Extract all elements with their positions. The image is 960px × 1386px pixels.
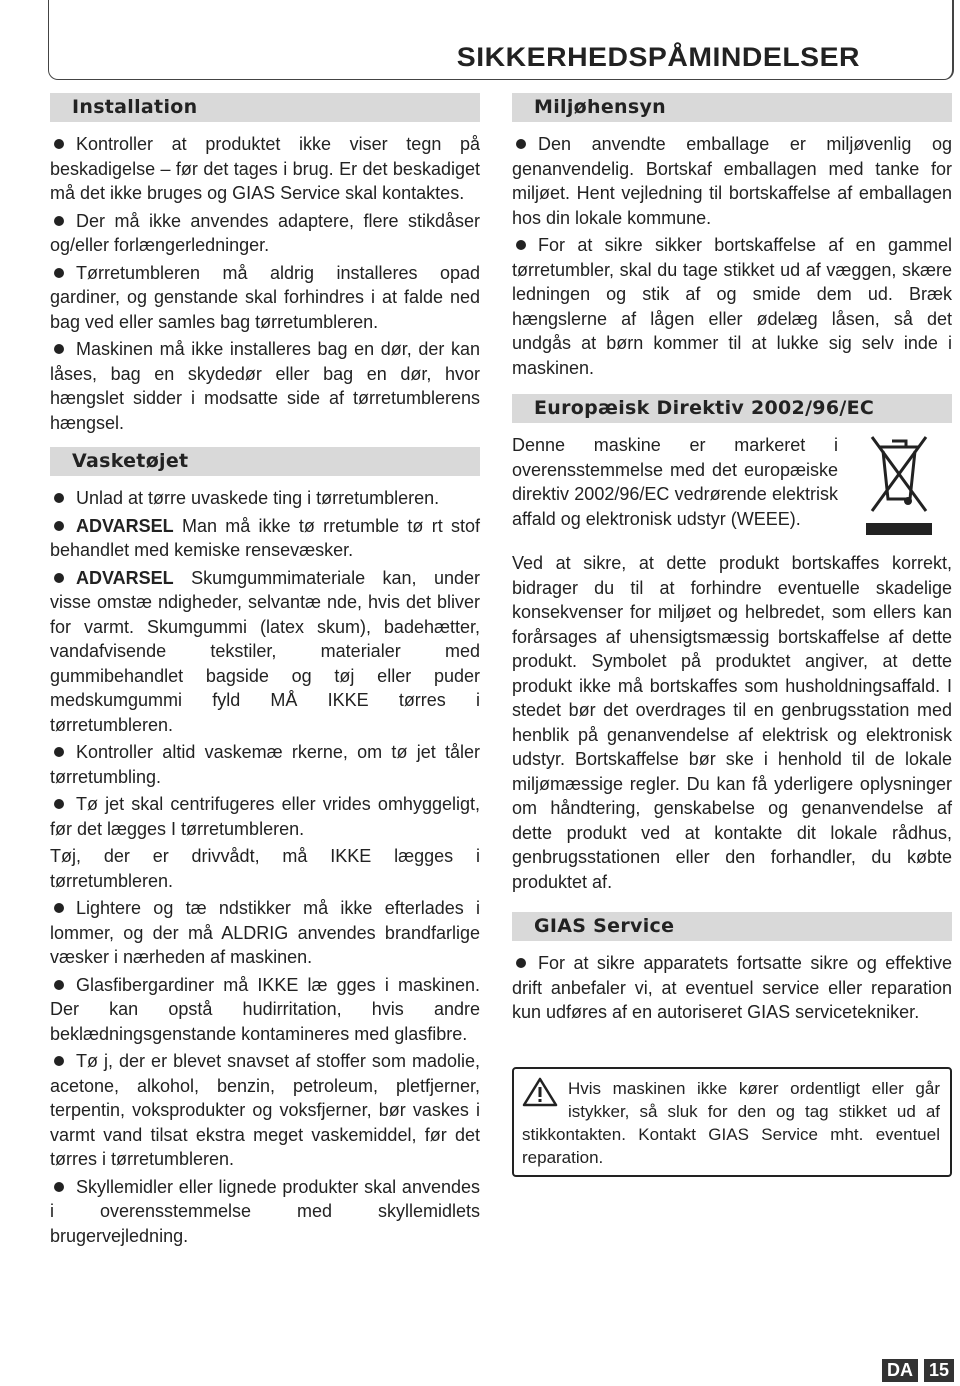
laundry-heading: Vasketøjet xyxy=(50,447,480,476)
bullet-icon xyxy=(54,903,64,913)
page-number: 15 xyxy=(924,1359,954,1382)
warning-triangle-icon xyxy=(522,1077,558,1107)
laundry-item: Unlad at tørre uvaskede ting i tørretumbleren. xyxy=(50,486,480,511)
environment-item: Den anvendte emballage er miljøvenlig og genanvendelig. Bortskaf emballagen med tanke for miljøet. Hent vejledning til bortskaffelse af emballagen hos din lokale kommune. xyxy=(512,134,952,228)
environment-heading: Miljøhensyn xyxy=(512,93,952,122)
installation-item: Kontroller at produktet ikke viser tegn på beskadigelse – før det tages i brug. Er det beskadiget må det ikke bruges og GIAS Service skal kontaktes. xyxy=(50,134,480,203)
bullet-icon xyxy=(54,980,64,990)
laundry-item: Skyllemidler eller lignede produkter skal anvendes i overensstemmelse med skyllemidlets brugervejledning. xyxy=(50,1176,480,1246)
warning-label: ADVARSEL xyxy=(76,515,174,536)
crossed-bin-icon xyxy=(864,431,934,535)
laundry-item: ADVARSEL Skumgummimateriale kan, under visse omstæ ndigheder, selvantæ nde, hvis det bliver for varmt. Skumgummi (latex skum), badehætter, vandafvisende tekstiler, materialer med gummibehandlet bagside og tøj eller puder medskumgummi fyld MÅ IKKE tørres i tørretumbleren. xyxy=(50,567,480,735)
installation-item: Maskinen må ikke installeres bag en dør, der kan låses, bag en skydedør eller bag en dør, hvor hængslet sidder i modsatte side af tørretumblerens hængsel. xyxy=(50,339,480,433)
laundry-item: Lightere og tæ ndstikker må ikke efterlades i lommer, og der må ALDRIG anvendes brandfarlige væsker i nærheden af maskinen. xyxy=(50,898,480,967)
bullet-icon xyxy=(54,799,64,809)
right-column xyxy=(512,93,952,1177)
laundry-item: Kontroller altid vaskemæ rkerne, om tø jet tåler tørretumbling. xyxy=(50,742,480,787)
warning-box xyxy=(512,1067,952,1177)
weee-block xyxy=(512,433,952,531)
language-badge: DA xyxy=(882,1359,918,1382)
installation-item: Der må ikke anvendes adaptere, flere stikdåser og/eller forlængerledninger. xyxy=(50,210,480,255)
eu-directive-text: Denne maskine er markeret i overensstemmelse med det europæiske direktiv 2002/96/EC vedrørende elektrisk affald og elektronisk udstyr (WEEE). xyxy=(512,435,838,529)
bullet-icon xyxy=(54,268,64,278)
installation-heading: Installation xyxy=(50,93,480,122)
bullet-icon xyxy=(516,139,526,149)
bullet-icon xyxy=(54,139,64,149)
environment-item: For at sikre sikker bortskaffelse af en gammel tørretumbler, skal du tage stikket ud af væggen, skære ledningen og stik af og smide dem ud. Bræk hængslerne af lågen eller ødelæg låsen, så det undgås at børn kommer til at lukke sig selv inde i maskinen. xyxy=(512,235,952,378)
left-column xyxy=(50,93,480,1251)
laundry-item: ADVARSEL Man må ikke tø rretumble tø rt stof behandlet med kemiske rensevæsker. xyxy=(50,515,480,560)
bullet-icon xyxy=(54,521,64,531)
bullet-icon xyxy=(54,344,64,354)
bullet-icon xyxy=(516,240,526,250)
bullet-icon xyxy=(54,747,64,757)
bullet-icon xyxy=(54,573,64,583)
laundry-item: Glasfibergardiner må IKKE læ gges i maskinen. Der kan opstå hudirritation, hvis andre beklædningsgenstande kontamineres med glasfibre. xyxy=(50,974,480,1044)
bullet-icon xyxy=(54,216,64,226)
page-footer xyxy=(882,1359,954,1382)
warning-label: ADVARSEL xyxy=(76,567,174,588)
laundry-note: Tøj, der er drivvådt, må IKKE lægges i tørretumbleren. xyxy=(50,846,480,891)
installation-item: Tørretumbleren må aldrig installeres opad gardiner, og genstande skal forhindres i at falde ned bag ved eller samles bag tørretumbleren. xyxy=(50,262,480,332)
service-item: For at sikre apparatets fortsatte sikre og effektive drift anbefaler vi, at eventuel service eller reparation kun udføres af en autoriseret GIAS servicetekniker. xyxy=(512,953,952,1022)
laundry-item: Tø jet skal centrifugeres eller vrides omhyggeligt, før det lægges I tørretumbleren. xyxy=(50,794,480,839)
page-title: SIKKERHEDSPÅMINDELSER xyxy=(456,42,860,72)
bullet-icon xyxy=(54,493,64,503)
bullet-icon xyxy=(516,958,526,968)
service-heading: GIAS Service xyxy=(512,912,952,941)
eu-directive-details: Ved at sikre, at dette produkt bortskaffes korrekt, bidrager du til at forhindre eventuelle skadelige konsekvenser for miljøet og helbredet, som ellers kan forårsages af uhensigtsmæssig bortskaffelse af dette produkt. Symbolet på produktet angiver, at dette produkt ikke må bortskaffes som husholdningsaffald. I stedet bør det overdrages til en genbrugsstation med henblik på genanvendelse af elektrisk og elektronisk udstyr. Bortskaffelse bør ske i henhold til de lokale miljømæssige regler. Du kan få yderligere oplysninger om håndtering, genskabelse og genanvendelse af dette produkt ved at kontakte dit lokale rådhus, genbrugsstationen eller den forhandler, du købte produktet af. xyxy=(512,553,952,892)
bullet-icon xyxy=(54,1056,64,1066)
bullet-icon xyxy=(54,1182,64,1192)
laundry-item: Tø j, der er blevet snavset af stoffer som madolie, acetone, alkohol, benzin, petroleum, pletfjerner, terpentin, voksprodukter og voksfjerner, bør vaskes i varmt vand tilsat ekstra meget vaskemiddel, før det tørres i tørretumbleren. xyxy=(50,1051,480,1169)
eu-directive-heading: Europæisk Direktiv 2002/96/EC xyxy=(512,394,952,423)
warning-text: Hvis maskinen ikke kører ordentligt eller går istykker, så sluk for den og tag stikket ud af stikkontakten. Kontakt GIAS Service mht. eventuel reparation. xyxy=(522,1078,940,1167)
